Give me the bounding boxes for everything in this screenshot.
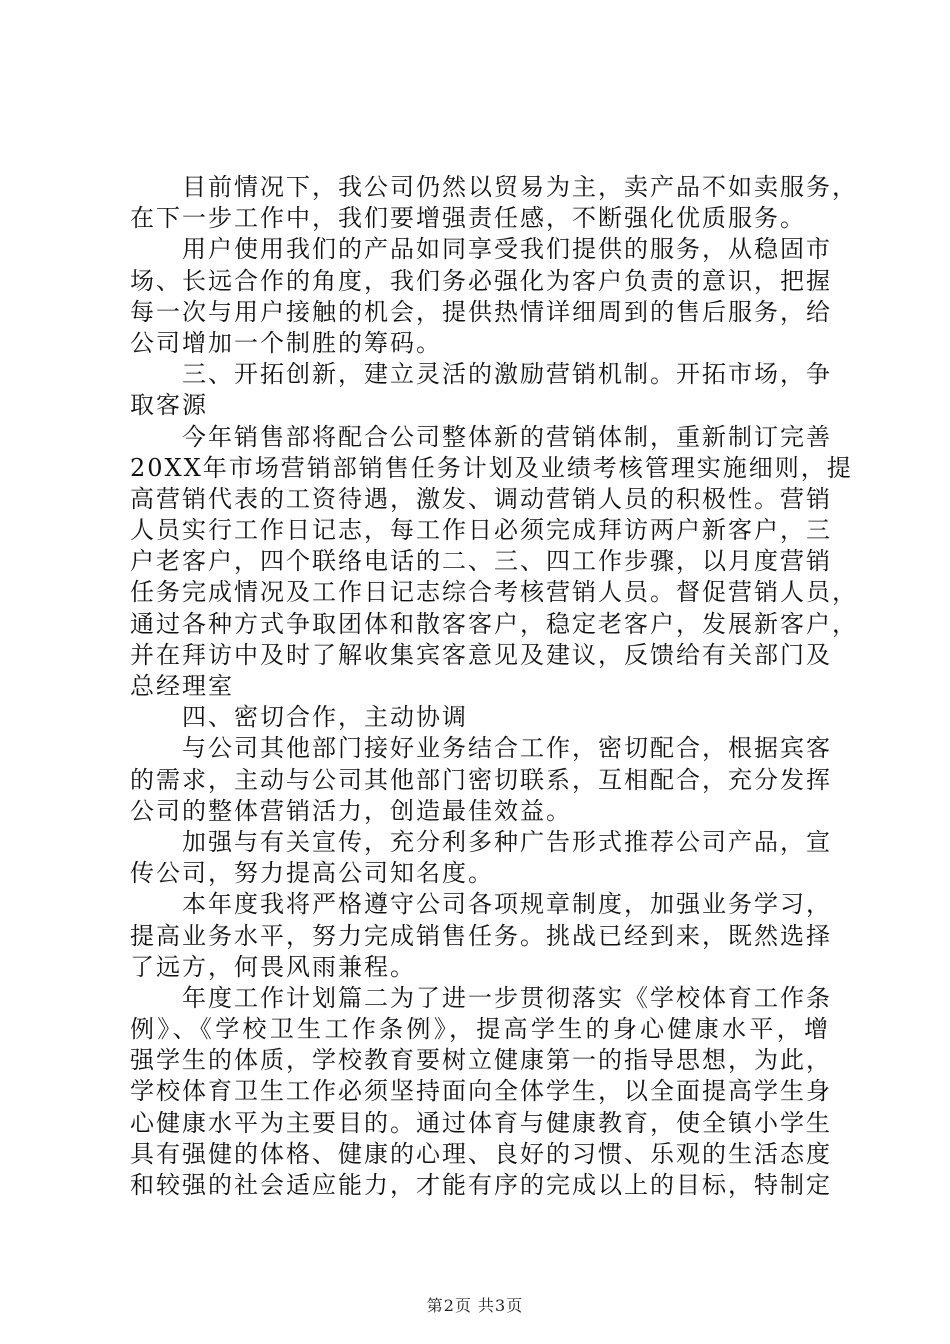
text-line: 场、长远合作的角度，我们务必强化为客户负责的意识，把握 — [130, 266, 832, 295]
text-line: 和较强的社会适应能力，才能有序的完成以上的目标，特制定 — [130, 1171, 832, 1199]
text-line: 本年度我将严格遵守公司各项规章制度，加强业务学习， — [130, 890, 832, 919]
text-line: 人员实行工作日记志，每工作日必须完成拜访两户新客户，三 — [130, 516, 832, 545]
text-line: 传公司，努力提高公司知名度。 — [130, 859, 494, 888]
text-line: 了远方，何畏风雨兼程。 — [130, 952, 416, 981]
text-line: 在下一步工作中，我们要增强责任感，不断强化优质服务。 — [130, 204, 806, 233]
text-line: 取客源 — [130, 391, 208, 420]
text-line: 四、密切合作，主动协调 — [130, 703, 468, 732]
text-line: 任务完成情况及工作日记志综合考核营销人员。督促营销人员， — [130, 578, 858, 607]
text-line: 户老客户，四个联络电话的二、三、四工作步骤，以月度营销 — [130, 547, 832, 576]
text-line: 具有强健的体格、健康的心理、良好的习惯、乐观的生活态度 — [130, 1139, 832, 1168]
text-line: 公司增加一个制胜的筹码。 — [130, 328, 442, 357]
text-line: 与公司其他部门接好业务结合工作，密切配合，根据宾客 — [130, 734, 832, 763]
page-number-footer: 第2页 共3页 — [426, 1296, 524, 1315]
text-line: 强学生的体质，学校教育要树立健康第一的指导思想，为此， — [130, 1046, 832, 1075]
text-line: 例》、《学校卫生工作条例》，提高学生的身心健康水平，增 — [130, 1015, 830, 1044]
text-line: 每一次与用户接触的机会，提供热情详细周到的售后服务，给 — [130, 297, 832, 326]
document-body — [130, 172, 858, 1201]
text-line: 年度工作计划篇二为了进一步贯彻落实《学校体育工作条 — [130, 983, 832, 1012]
text-line: 今年销售部将配合公司整体新的营销体制，重新制订完善 — [130, 422, 832, 451]
text-line: 目前情况下，我公司仍然以贸易为主，卖产品不如卖服务， — [130, 173, 858, 201]
text-line: 提高业务水平，努力完成销售任务。挑战已经到来，既然选择 — [130, 921, 832, 950]
text-line: 并在拜访中及时了解收集宾客意见及建议，反馈给有关部门及 — [130, 640, 832, 669]
text-line: 总经理室 — [130, 672, 234, 700]
text-line: 心健康水平为主要目的。通过体育与健康教育，使全镇小学生 — [130, 1108, 832, 1137]
text-line: 学校体育卫生工作必须坚持面向全体学生，以全面提高学生身 — [130, 1077, 832, 1106]
text-line: 公司的整体营销活力，创造最佳效益。 — [130, 796, 572, 825]
text-line: 用户使用我们的产品如同享受我们提供的服务，从稳固市 — [130, 235, 832, 264]
text-line: 加强与有关宣传，充分利多种广告形式推荐公司产品，宣 — [130, 827, 832, 856]
text-line: 的需求，主动与公司其他部门密切联系，互相配合，充分发挥 — [130, 765, 832, 794]
text-line: 三、开拓创新，建立灵活的激励营销机制。开拓市场，争 — [130, 360, 832, 389]
text-line: 20XX年市场营销部销售任务计划及业绩考核管理实施细则，提 — [130, 453, 853, 482]
text-line: 通过各种方式争取团体和散客客户，稳定老客户，发展新客户， — [130, 609, 858, 638]
text-line: 高营销代表的工资待遇，激发、调动营销人员的积极性。营销 — [130, 484, 832, 513]
